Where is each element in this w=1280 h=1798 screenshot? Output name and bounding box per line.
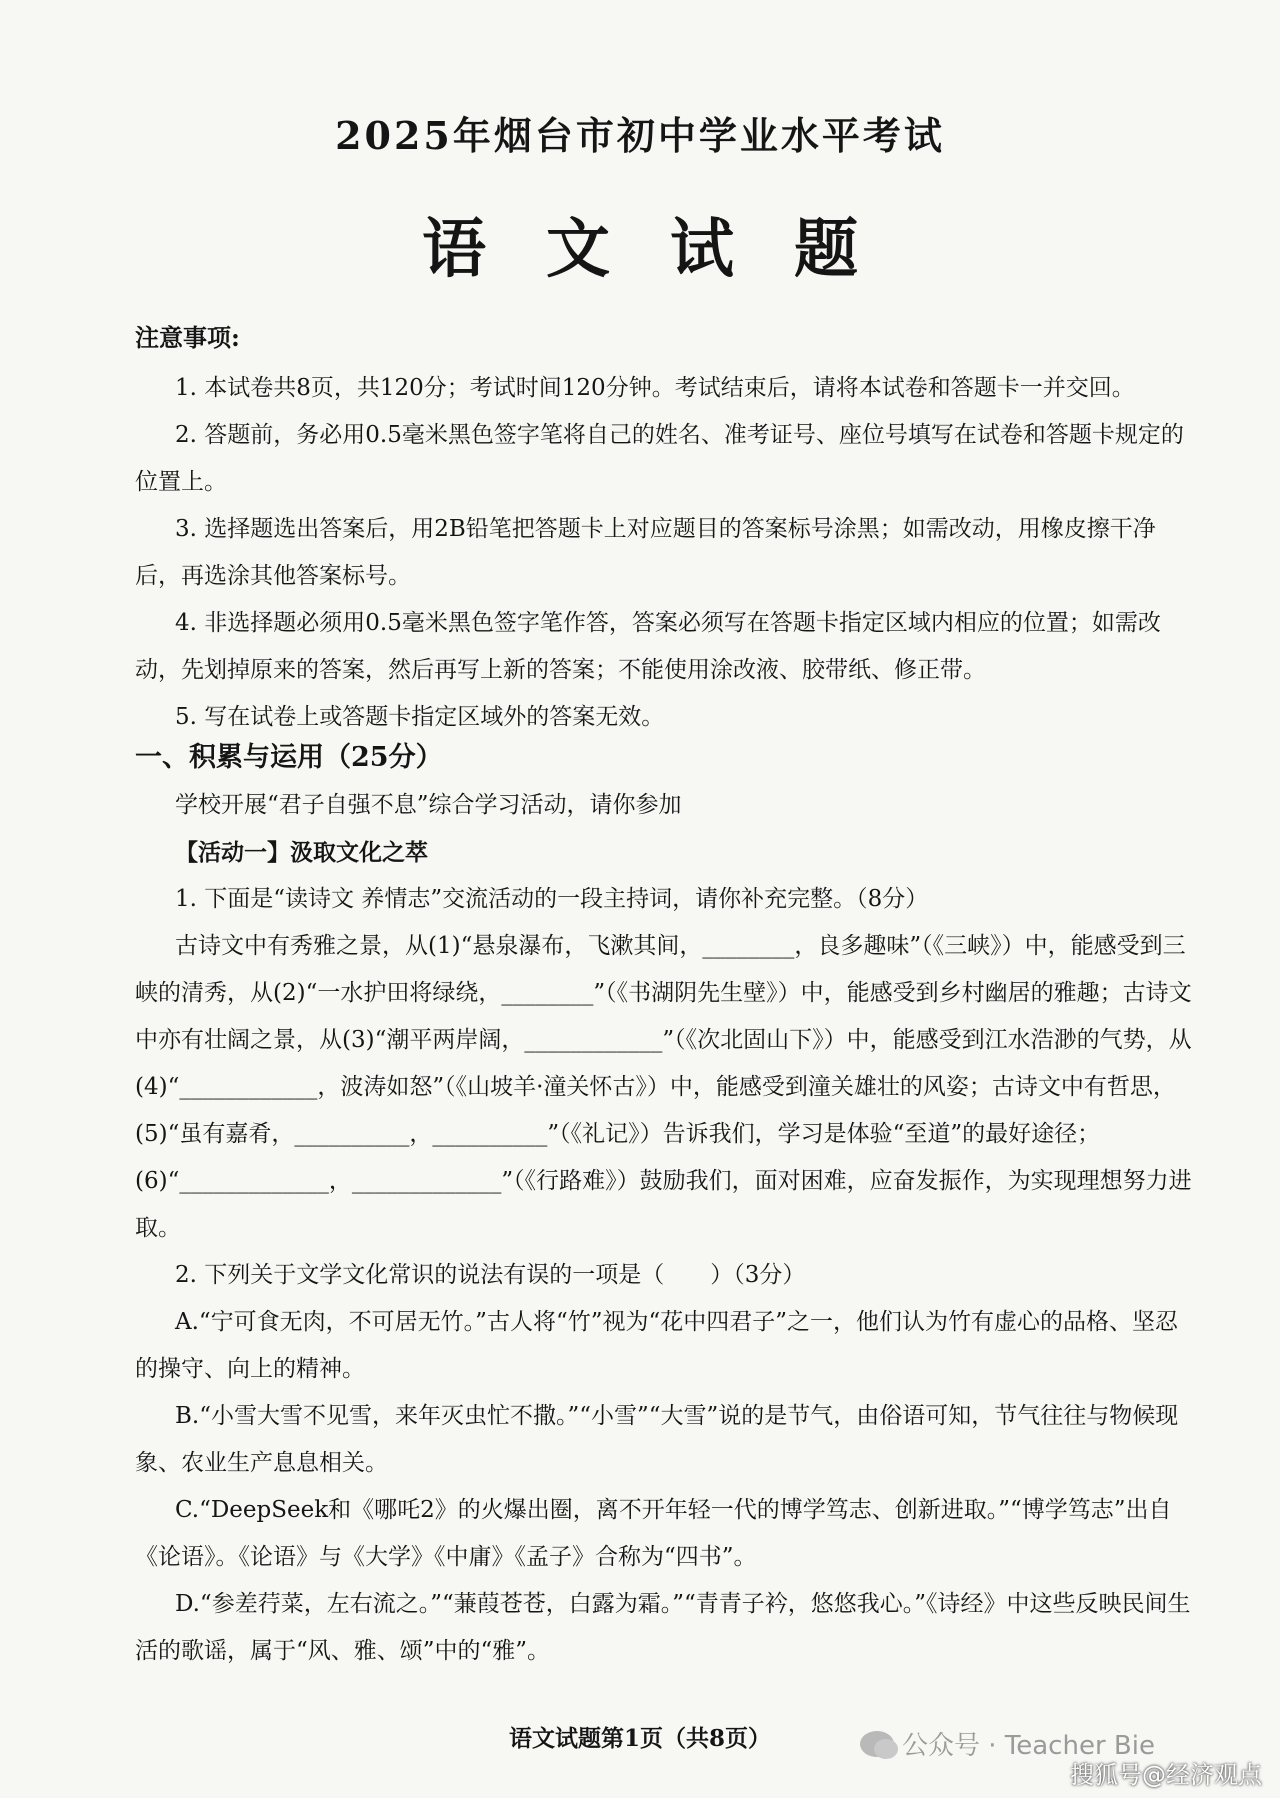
question-1-body: 古诗文中有秀雅之景，从(1)“悬泉瀑布，飞漱其间，________，良多趣味”（《三峡》）中，能感受到三峡的清秀，从(2)“一水护田将绿绕，________”（《书湖阴先生壁》）中，能感受到乡村幽居的雅趣；古诗文中亦有壮阔之景，从(3)“潮平两岸阔，____________”（《次北固山下》）中，能感受到江水浩渺的气势，从(4)“____________，波涛如怒”（《山坡羊·潼关怀古》）中，能感受到潼关雄壮的风姿；古诗文中有哲思，(5)“虽有嘉肴，__________，__________”（《礼记》）告诉我们，学习是体验“至道”的最好途径；(6)“_____________，_____________”（《行路难》）鼓励我们，面对困难，应奋发振作，为实现理想努力进取。 [135, 933, 1192, 1241]
question-1-stem: 1. 下面是“读诗文 养情志”交流活动的一段主持词，请你补充完整。（8分） [175, 886, 929, 912]
activity-heading: 【活动一】汲取文化之萃 [175, 839, 428, 866]
section-body [135, 782, 1195, 1675]
question-2-option-a: A.“宁可食无肉，不可居无竹。”古人将“竹”视为“花中四君子”之一，他们认为竹有虚心的品格、坚忍的操守、向上的精神。 [135, 1309, 1178, 1382]
notice-list [135, 365, 1195, 741]
question-2-stem: 2. 下列关于文学文化常识的说法有误的一项是（ ）（3分） [175, 1262, 806, 1288]
wechat-watermark-text: 公众号 · Teacher Bie [902, 1731, 1155, 1761]
notice-heading: 注意事项: [135, 323, 240, 352]
question-2-option-b: B.“小雪大雪不见雪，来年灭虫忙不撒。”“小雪”“大雪”说的是节气，由俗语可知，节气往往与物候现象、农业生产息息相关。 [135, 1403, 1179, 1476]
page-footer: 语文试题第1页（共8页） [508, 1725, 771, 1752]
section-heading: 一、积累与运用（25分） [135, 742, 443, 773]
notice-item: 1. 本试卷共8页，共120分；考试时间120分钟。考试结束后，请将本试卷和答题卡一并交回。 [175, 375, 1135, 401]
wechat-icon [860, 1731, 894, 1757]
notice-item: 4. 非选择题必须用0.5毫米黑色签字笔作答，答案必须写在答题卡指定区域内相应的位置；如需改动，先划掉原来的答案，然后再写上新的答案；不能使用涂改液、胶带纸、修正带。 [135, 610, 1161, 683]
subject-title: 语文试题 [422, 212, 918, 287]
notice-item: 3. 选择题选出答案后，用2B铅笔把答题卡上对应题目的答案标号涂黑；如需改动，用橡皮擦干净后，再选涂其他答案标号。 [135, 516, 1156, 589]
sohu-watermark: 搜狐号@经济观点 [1070, 1761, 1262, 1789]
question-2-option-d: D.“参差荇菜，左右流之。”“蒹葭苍苍，白露为霜。”“青青子衿，悠悠我心。”《诗经》中这些反映民间生活的歌谣，属于“风、雅、颂”中的“雅”。 [135, 1591, 1191, 1664]
exam-title: 2025年烟台市初中学业水平考试 [335, 113, 945, 158]
question-2-option-c: C.“DeepSeek和《哪吒2》的火爆出圈，离不开年轻一代的博学笃志、创新进取。”“博学笃志”出自《论语》。《论语》与《大学》《中庸》《孟子》合称为“四书”。 [135, 1497, 1172, 1570]
notice-item: 2. 答题前，务必用0.5毫米黑色签字笔将自己的姓名、准考证号、座位号填写在试卷和答题卡规定的位置上。 [135, 422, 1184, 495]
notice-item: 5. 写在试卷上或答题卡指定区域外的答案无效。 [175, 704, 665, 730]
section-intro: 学校开展“君子自强不息”综合学习活动，请你参加 [175, 792, 682, 818]
